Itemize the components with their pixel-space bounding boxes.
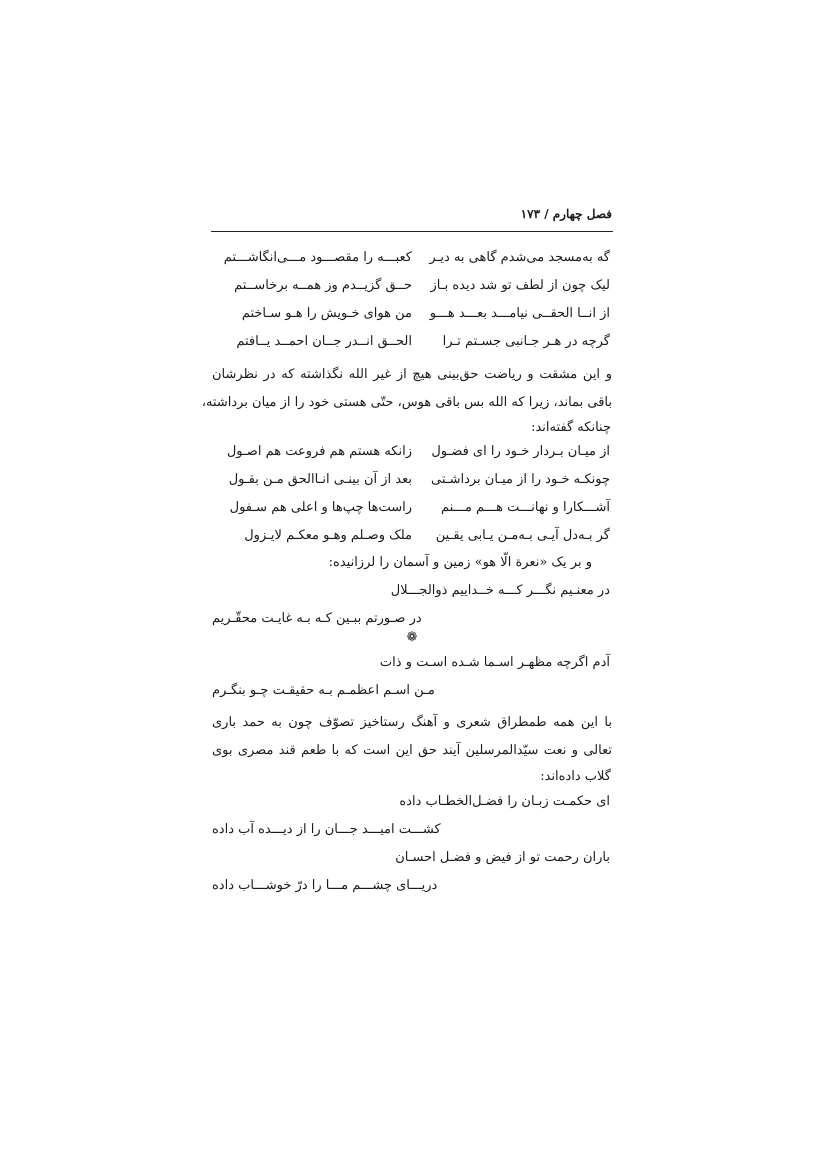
ornament-separator: ❁ (406, 630, 418, 645)
paragraph-line-last: چنانکه گفته‌اند: (531, 420, 611, 435)
poem1-hemistich-b: کعبـــه را مقصـــود مـــی‌انگاشـــتم (223, 250, 412, 265)
prose-line: و بر یک «نعرة الّا هو» زمین و آسمان را لرزانیده: (328, 555, 592, 570)
poem2-hemistich-a: از میـان بـردار خـود را ای فضـول (431, 444, 610, 459)
paragraph-line: تعالی و نعت سیّدالمرسلین آیند حق این است که با طعم قند مصری بوی (212, 743, 612, 758)
couplet-first-hemistich: باران رحمت تو از فیض و فضـل احسـان (395, 850, 610, 865)
poem1-hemistich-a: گه به‌مسجد می‌شدم گاهی به دیـر (429, 250, 610, 265)
couplet-second-hemistich: دریـــای چشـــم مـــا را درّ خوشـــاب داده (212, 878, 438, 893)
paragraph-line: باقی بماند، زیرا که الله بس باقی هوس، حتّی هستی خود را از میان برداشته، (201, 395, 612, 410)
couplet-second-hemistich: کشـــت امیـــد جـــان را از دیـــده آب داده (212, 822, 441, 837)
poem1-hemistich-b: حــق گزیــدم وز همــه برخاســتم (234, 278, 412, 293)
poem2-hemistich-a: چونکـه خـود را از میـان برداشـتی (431, 472, 610, 487)
poem1-hemistich-b: من هوای خـویش را هـو سـاختم (241, 306, 412, 321)
poem2-hemistich-a: گر بـه‌دل آیـی بـه‌مـن یـابی یقـین (435, 528, 610, 543)
poem2-hemistich-b: بعد از آن بینـی انـاالحق مـن بقـول (228, 472, 412, 487)
couplet-second-hemistich: مـن اسـم اعظمـم بـه حقیقـت چـو بنگـرم (212, 683, 435, 698)
paragraph-line: با این همه طمطراق شعری و آهنگ رستاخیز تصوّف چون به حمد باری (212, 715, 612, 730)
poem1-hemistich-b: الحــق انــدر جــان احمــد یــافتم (236, 334, 412, 349)
poem2-hemistich-b: زانکه هستم هم فروعت هم اصـول (226, 444, 412, 459)
couplet-first-hemistich: آدم اگرچه مظهـر اسـما شـده اسـت و ذات (379, 655, 610, 670)
poem1-hemistich-a: لیک چون از لطف تو شد دیده بـاز (430, 278, 610, 293)
couplet-second-hemistich: در صـورتم ببـین کـه بـه غایـت محقّـریم (212, 611, 422, 626)
poem1-hemistich-a: گرچه در هـر جـانبی جسـتم تـرا (442, 334, 610, 349)
couplet-first-hemistich: در معنـیم نگـــر کـــه خــداییم ذوالجـــلال (390, 583, 610, 598)
couplet-first-hemistich: ای حکمـت زبـان را فضـل‌الخطـاب داده (399, 794, 610, 809)
poem2-hemistich-a: آشـــکارا و نهانـــت هـــم مـــنم (440, 500, 610, 515)
header-rule (211, 231, 613, 232)
poem1-hemistich-a: از انــا الحقــی نیامـــد بعـــد هـــو (429, 306, 610, 321)
poem2-hemistich-b: راست‌ها چپ‌ها و اعلی هم سـفول (229, 500, 412, 515)
poem2-hemistich-b: ملک وصـلم وهـو معکـم لایـزول (244, 528, 412, 543)
paragraph-line: و این مشقت و ریاضت حق‌بینی هیچ از غیر الله نگذاشته که در نظرشان (212, 367, 612, 382)
running-header: فصل چهارم / ۱۷۳ (520, 207, 612, 221)
paragraph-line-last: گلاب داده‌اند: (540, 769, 611, 784)
